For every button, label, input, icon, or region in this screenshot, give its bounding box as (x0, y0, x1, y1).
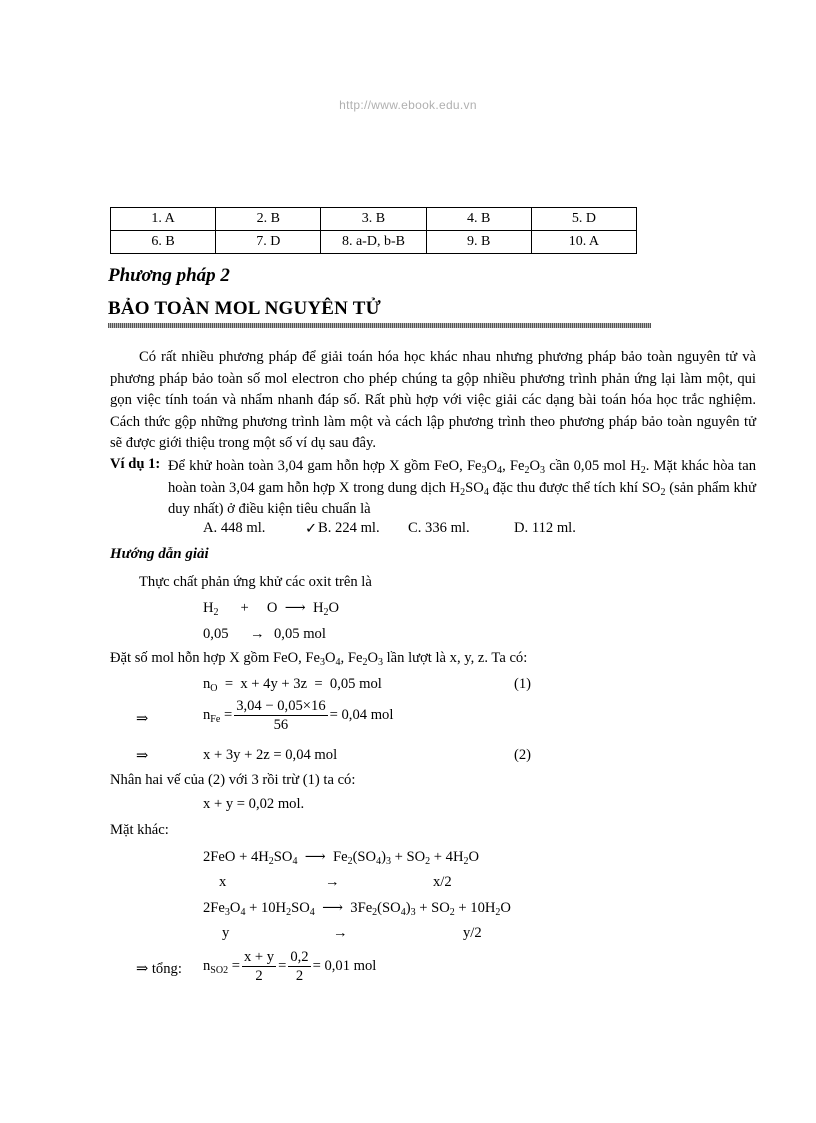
answer-cell: 7. D (216, 231, 321, 254)
other-label: Mặt khác: (110, 822, 169, 838)
reaction1-right: x/2 (433, 874, 452, 890)
answer-row (111, 231, 637, 254)
answer-cell: 5. D (531, 208, 636, 231)
answer-cell: 6. B (111, 231, 216, 254)
section-title: BẢO TOÀN MOL NGUYÊN TỬ (108, 298, 381, 319)
reaction1-arrow: → (325, 874, 340, 890)
solution-intro: Thực chất phản ứng khử các oxit trên là (139, 574, 372, 590)
option-c: C. 336 ml. (408, 520, 470, 536)
mol-left: 0,05 (203, 626, 229, 642)
example-label: Ví dụ 1: (110, 456, 161, 472)
reaction1-left: x (219, 874, 227, 890)
answer-cell: 1. A (111, 208, 216, 231)
equation-nfe: $n_{Fe}$ = $\frac{3,04 - 0,05\times 16}{56}$ = 0,04 mol (203, 698, 394, 733)
reaction-feo: $2FeO + 4H_2SO_4$ ⟶ $Fe_2(SO_4)_3 + SO_2 + 4H_2O$ (203, 849, 480, 867)
answer-cell: 8. a-D, b-B (321, 231, 426, 254)
check-icon: ✓ (305, 521, 318, 537)
reaction2-right: y/2 (463, 925, 482, 941)
intro-paragraph: Có rất nhiều phương pháp để giải toán hóa học khác nhau nhưng phương pháp bảo toàn nguyên tử và phương pháp bảo toàn số mol electron cho phép chúng ta gộp nhiều phương trình phản ứng lại làm một, qui gọn việc tính toán và nhẩm nhanh đáp số. Rất phù hợp với việc giải các dạng bài toán hóa học trắc nghiệm. Cách thức gộp những phương trình làm một và cách lập phương trình theo phương pháp bảo toàn nguyên tử sẽ được giới thiệu trong một số ví dụ sau đây. (110, 349, 756, 451)
reaction-fe3o4: $2Fe_3O_4 + 10H_2SO_4$ ⟶ $3Fe_2(SO_4)_3 + SO_2 + 10H_2O$ (203, 900, 511, 918)
total-result: = 0,01 mol (312, 958, 377, 974)
equation-2-number: (2) (514, 747, 532, 763)
implies-symbol: ⇒ (136, 711, 149, 727)
source-url: http://www.ebook.edu.vn (339, 98, 477, 112)
nfe-numerator: 3,04 − 0,05×16 (236, 698, 326, 714)
reaction-h2-o: $H_2$ + O ⟶ $H_2O$ (203, 600, 340, 618)
total-equation: $n_{SO2}$ = $\frac{x + y}{2}$ = $\frac{0,2}{2}$ = 0,01 mol (203, 949, 377, 984)
total-label: ⇒ tổng: (136, 961, 182, 977)
option-b: B. 224 ml. (318, 520, 380, 536)
nfe-result: = 0,04 mol (329, 707, 394, 723)
multiply-step: Nhân hai vế của (2) với 3 rồi trừ (1) ta có: (110, 772, 356, 788)
option-a: A. 448 ml. (203, 520, 266, 536)
nfe-denominator: 56 (273, 717, 289, 733)
implies-symbol: ⇒ (136, 748, 149, 764)
equation-1-number: (1) (514, 676, 532, 692)
reaction2-arrow: → (333, 925, 348, 941)
sum-xy: x + y = 0,02 mol. (203, 796, 305, 812)
mol-right: 0,05 mol (274, 626, 326, 642)
example-question: Để khử hoàn toàn 3,04 gam hỗn hợp X gồm FeO, $Fe_3O_4$, $Fe_2O_3$ cần 0,05 mol $H_2$. Mặt khác hòa tan hoàn toàn 3,04 gam hỗn hợp X trong dung dịch $H_2SO_4$ đặc thu được thể tích khí $SO_2$ (sản phẩm khử duy nhất) ở điều kiện tiêu chuẩn là (168, 458, 757, 517)
reaction2-left: y (222, 925, 230, 941)
total-denominator: 2 (255, 968, 263, 984)
equation-2: x + 3y + 2z = 0,04 mol (203, 747, 338, 763)
option-d: D. 112 ml. (514, 520, 576, 536)
method-label: Phương pháp 2 (108, 265, 230, 286)
answer-cell: 4. B (426, 208, 531, 231)
answer-cell: 9. B (426, 231, 531, 254)
mol-definition: Đặt số mol hỗn hợp X gồm FeO, $Fe_3O_4$, $Fe_2O_3$ lần lượt là x, y, z. Ta có: (110, 650, 528, 668)
total-numerator: 0,2 (290, 949, 309, 965)
total-denominator: 2 (295, 968, 304, 984)
solution-heading: Hướng dẫn giải (110, 546, 209, 562)
answer-cell: 2. B (216, 208, 321, 231)
mol-arrow: → (250, 626, 265, 642)
answer-table (110, 207, 637, 254)
equation-1: $n_O = x + 4y + 3z = 0,05$ mol (203, 676, 382, 694)
answer-row (111, 208, 637, 231)
title-underline (108, 323, 651, 328)
answer-cell: 3. B (321, 208, 426, 231)
total-numerator: x + y (243, 949, 275, 965)
answer-cell: 10. A (531, 231, 636, 254)
